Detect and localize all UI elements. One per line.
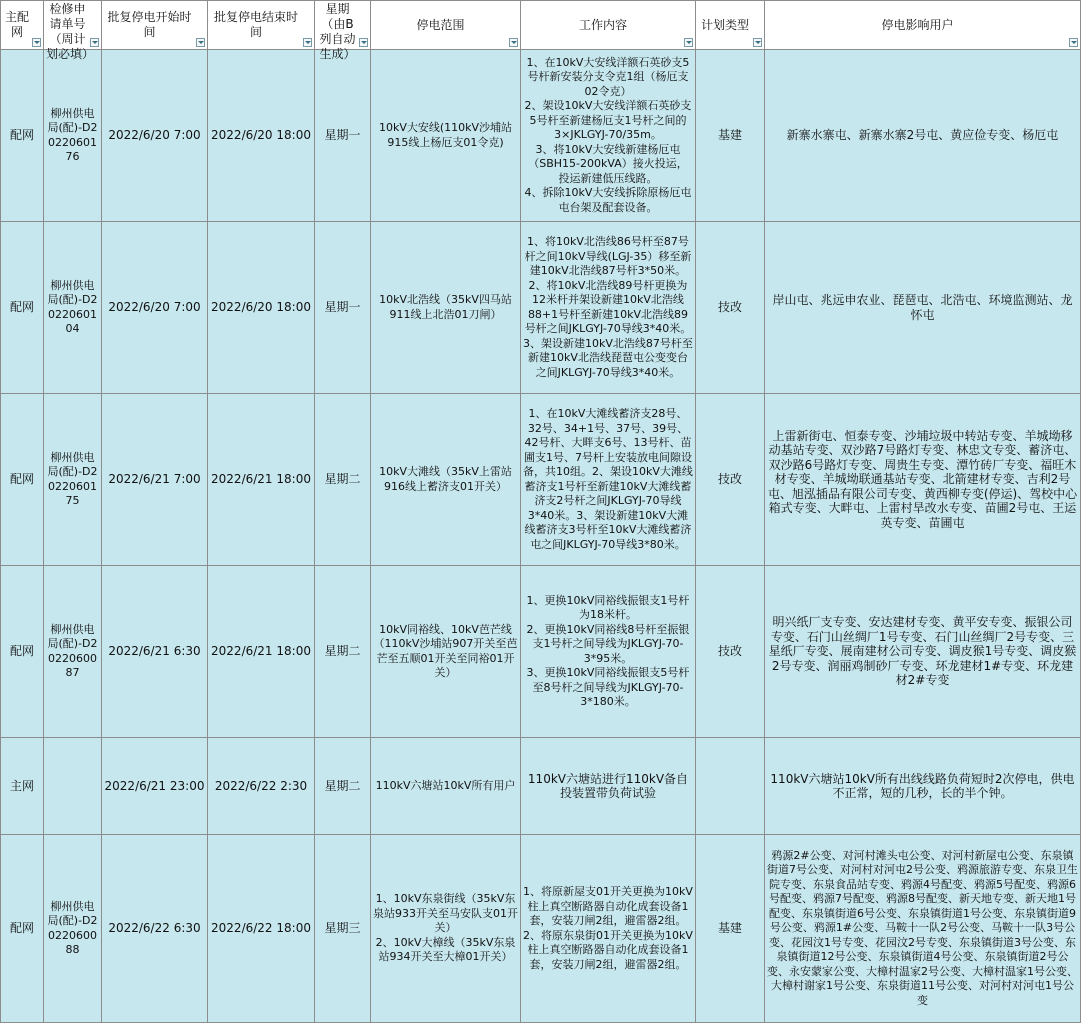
weekday-cell[interactable]: 星期二	[315, 566, 371, 738]
request-id-cell[interactable]	[44, 738, 102, 835]
work-content-cell[interactable]: 110kV六塘站进行110kV备自投装置带负荷试验	[521, 738, 696, 835]
table-row[interactable]	[1, 835, 1081, 1023]
grid-type-cell[interactable]: 配网	[1, 835, 44, 1023]
work-content-cell[interactable]: 1、在10kV大滩线蓄济支28号、32号、34+1号、37号、39号、42号杆、大畔支6号、13号杆、苗圃支1号、7号杆上安装放电间隙设备，共10组。2、架设10kV大滩线蓄济支1号杆至新建10kV大滩线蓄济支2号杆之间JKLGYJ-70导线3*40米。3、架设新建10kV大滩线蓄济支3号杆至10kV大滩线蓄济屯之间JKLGYJ-70导线3*80米。	[521, 394, 696, 566]
col-header-grid-type: 主配网	[1, 1, 44, 50]
end-time-cell[interactable]: 2022/6/22 18:00	[208, 835, 315, 1023]
col-header-affected-users: 停电影响用户	[765, 1, 1081, 50]
affected-users-cell[interactable]: 110kV六塘站10kV所有出线线路负荷短时2次停电，供电不正常，短的几秒，长的半个钟。	[765, 738, 1081, 835]
start-time-cell[interactable]: 2022/6/21 6:30	[102, 566, 208, 738]
col-header-end-time: 批复停电结束时间	[208, 1, 315, 50]
end-time-cell[interactable]: 2022/6/21 18:00	[208, 566, 315, 738]
start-time-cell[interactable]: 2022/6/20 7:00	[102, 50, 208, 222]
outage-scope-cell[interactable]: 10kV大滩线（35kV上雷站916线上蓄济支01开关）	[371, 394, 521, 566]
affected-users-cell[interactable]: 明兴纸厂支专变、安达建材专变、黄平安专变、振银公司专变、石门山丝绸厂1号专变、石门山丝绸厂2号专变、三星纸厂专变、展南建材公司专变、调皮猴1号专变、调皮猴2号专变、润丽鸡制砂厂专变、环龙建材1#专变、环龙建材2#专变	[765, 566, 1081, 738]
weekday-cell[interactable]: 星期一	[315, 222, 371, 394]
start-time-cell[interactable]: 2022/6/21 7:00	[102, 394, 208, 566]
table-row[interactable]	[1, 50, 1081, 222]
outage-scope-cell[interactable]: 10kV北浩线（35kV四马站911线上北浩01刀闸）	[371, 222, 521, 394]
weekday-cell[interactable]: 星期三	[315, 835, 371, 1023]
work-content-cell[interactable]: 1、将10kV北浩线86号杆至87号杆之间10kV导线(LGJ-35）移至新建10kV北浩线87号杆3*50米。 2、将10kV北浩线89号杆更换为12米杆并架设新建10kV北浩线88+1号杆至新建10kV北浩线89号杆之间JKLGYJ-70导线3*40米。 3、架设新建10kV北浩线87号杆至新建10kV北浩线琵琶屯公变变台之间JKLGYJ-70导线3*40米。	[521, 222, 696, 394]
request-id-cell[interactable]: 柳州供电局(配)-D2022060087	[44, 566, 102, 738]
table-row[interactable]	[1, 566, 1081, 738]
weekday-cell[interactable]: 星期一	[315, 50, 371, 222]
col-header-work-content: 工作内容	[521, 1, 696, 50]
weekday-cell[interactable]: 星期二	[315, 394, 371, 566]
plan-type-cell[interactable]: 基建	[696, 50, 765, 222]
affected-users-cell[interactable]: 上雷新街屯、恒泰专变、沙埔垃圾中转站专变、羊城坳移动基站专变、双沙路7号路灯专变、林忠文专变、蓄济屯、双沙路6号路灯专变、周贵生专变、潭竹砖厂专变、福旺木材专变、羊城坳联通基站专变、北箭建材专变、吉利2号屯、旭泓插品有限公司专变、黄西柳专变(停运)、驾校中心箱式专变、大畔屯、上雷村旱改水专变、苗圃2号屯、王运英专变、苗圃屯	[765, 394, 1081, 566]
grid-type-cell[interactable]: 配网	[1, 566, 44, 738]
request-id-cell[interactable]: 柳州供电局(配)-D2022060104	[44, 222, 102, 394]
plan-type-cell[interactable]	[696, 738, 765, 835]
outage-scope-cell[interactable]: 110kV六塘站10kV所有用户	[371, 738, 521, 835]
plan-type-cell[interactable]: 技改	[696, 394, 765, 566]
outage-scope-cell[interactable]: 10kV同裕线、10kV芭芒线（110kV沙埔站907开关至芭芒至五顺01开关至同裕01开关）	[371, 566, 521, 738]
filter-dropdown-icon[interactable]	[359, 38, 368, 47]
plan-type-cell[interactable]: 技改	[696, 222, 765, 394]
end-time-cell[interactable]: 2022/6/22 2:30	[208, 738, 315, 835]
table-row[interactable]	[1, 394, 1081, 566]
request-id-cell[interactable]: 柳州供电局(配)-D2022060176	[44, 50, 102, 222]
start-time-cell[interactable]: 2022/6/20 7:00	[102, 222, 208, 394]
end-time-cell[interactable]: 2022/6/20 18:00	[208, 222, 315, 394]
table-row[interactable]	[1, 738, 1081, 835]
start-time-cell[interactable]: 2022/6/22 6:30	[102, 835, 208, 1023]
grid-type-cell[interactable]: 配网	[1, 394, 44, 566]
start-time-cell[interactable]: 2022/6/21 23:00	[102, 738, 208, 835]
filter-dropdown-icon[interactable]	[90, 38, 99, 47]
filter-dropdown-icon[interactable]	[509, 38, 518, 47]
plan-type-cell[interactable]: 技改	[696, 566, 765, 738]
col-header-outage-scope: 停电范围	[371, 1, 521, 50]
table-row[interactable]	[1, 222, 1081, 394]
work-content-cell[interactable]: 1、在10kV大安线洋额石英砂支5号杆新安装分支令克1组（杨厄支02令克） 2、架设10kV大安线洋额石英砂支5号杆至新建杨厄支1号杆之间的3×JKLGYJ-70/35m。 3、将10kV大安线新建杨厄屯（SBH15-200kVA）接火投运，投运新建低压线路。 4、拆除10kV大安线拆除原杨厄屯屯台架及配套设备。	[521, 50, 696, 222]
outage-scope-cell[interactable]: 10kV大安线(110kV沙埔站915线上杨厄支01令克)	[371, 50, 521, 222]
end-time-cell[interactable]: 2022/6/20 18:00	[208, 50, 315, 222]
filter-dropdown-icon[interactable]	[684, 38, 693, 47]
request-id-cell[interactable]: 柳州供电局(配)-D2022060175	[44, 394, 102, 566]
filter-dropdown-icon[interactable]	[196, 38, 205, 47]
affected-users-cell[interactable]: 岸山屯、兆远申农业、琵琶屯、北浩屯、环境监测站、龙怀屯	[765, 222, 1081, 394]
header-row	[1, 1, 1081, 50]
affected-users-cell[interactable]: 新寨水寨屯、新寨水寨2号屯、黄应俭专变、杨厄屯	[765, 50, 1081, 222]
grid-type-cell[interactable]: 配网	[1, 50, 44, 222]
end-time-cell[interactable]: 2022/6/21 18:00	[208, 394, 315, 566]
filter-dropdown-icon[interactable]	[753, 38, 762, 47]
col-header-weekday: 星期（由B列自动生成）	[315, 1, 371, 50]
work-content-cell[interactable]: 1、将原新屋支01开关更换为10kV柱上真空断路器自动化成套设备1套，安装刀闸2组，避雷器2组。2、将原东泉街01开关更换为10kV柱上真空断路器自动化成套设备1套，安装刀闸2组，避雷器2组。	[521, 835, 696, 1023]
col-header-plan-type: 计划类型	[696, 1, 765, 50]
plan-type-cell[interactable]: 基建	[696, 835, 765, 1023]
outage-scope-cell[interactable]: 1、10kV东泉街线（35kV东泉站933开关至马安队支01开关） 2、10kV大樟线（35kV东泉站934开关至大樟01开关）	[371, 835, 521, 1023]
col-header-start-time: 批复停电开始时间	[102, 1, 208, 50]
affected-users-cell[interactable]: 鸦源2#公变、对河村滩头屯公变、对河村新屋屯公变、东泉镇街道7号公变、对河村对河屯2号公变、鸦源旅游专变、东泉卫生院专变、东泉食品站专变、鸦源4号配变、鸦源5号配变、鸦源6号配变、鸦源7号配变、鸦源8号配变、新天地专变、新天地1号配变、东泉镇街道6号公变、东泉镇街道1号公变、东泉镇街道9号公变、鸦源1#公变、马鞍十一队2号公变、马鞍十一队3号公变、花园汶1号专变、花园汶2号专变、东泉镇街道3号公变、东泉镇街道12号公变、东泉镇街道4号公变、东泉镇街道2号公变、永安蒙家公变、大樟村温家2号公变、大樟村温家1号公变、大樟村谢家1号公变、东泉街道11号公变、对河村对河屯1号公变	[765, 835, 1081, 1023]
filter-dropdown-icon[interactable]	[303, 38, 312, 47]
work-content-cell[interactable]: 1、更换10kV同裕线振银支1号杆为18米杆。 2、更换10kV同裕线8号杆至振银支1号杆之间导线为JKLGYJ-70-3*95米。 3、更换10kV同裕线振银支5号杆至8号杆之间导线为JKLGYJ-70-3*180米。	[521, 566, 696, 738]
grid-type-cell[interactable]: 主网	[1, 738, 44, 835]
weekday-cell[interactable]: 星期二	[315, 738, 371, 835]
filter-dropdown-icon[interactable]	[32, 38, 41, 47]
filter-dropdown-icon[interactable]	[1069, 38, 1078, 47]
request-id-cell[interactable]: 柳州供电局(配)-D2022060088	[44, 835, 102, 1023]
col-header-request-id: 检修申请单号（周计划必填）	[44, 1, 102, 50]
grid-type-cell[interactable]: 配网	[1, 222, 44, 394]
